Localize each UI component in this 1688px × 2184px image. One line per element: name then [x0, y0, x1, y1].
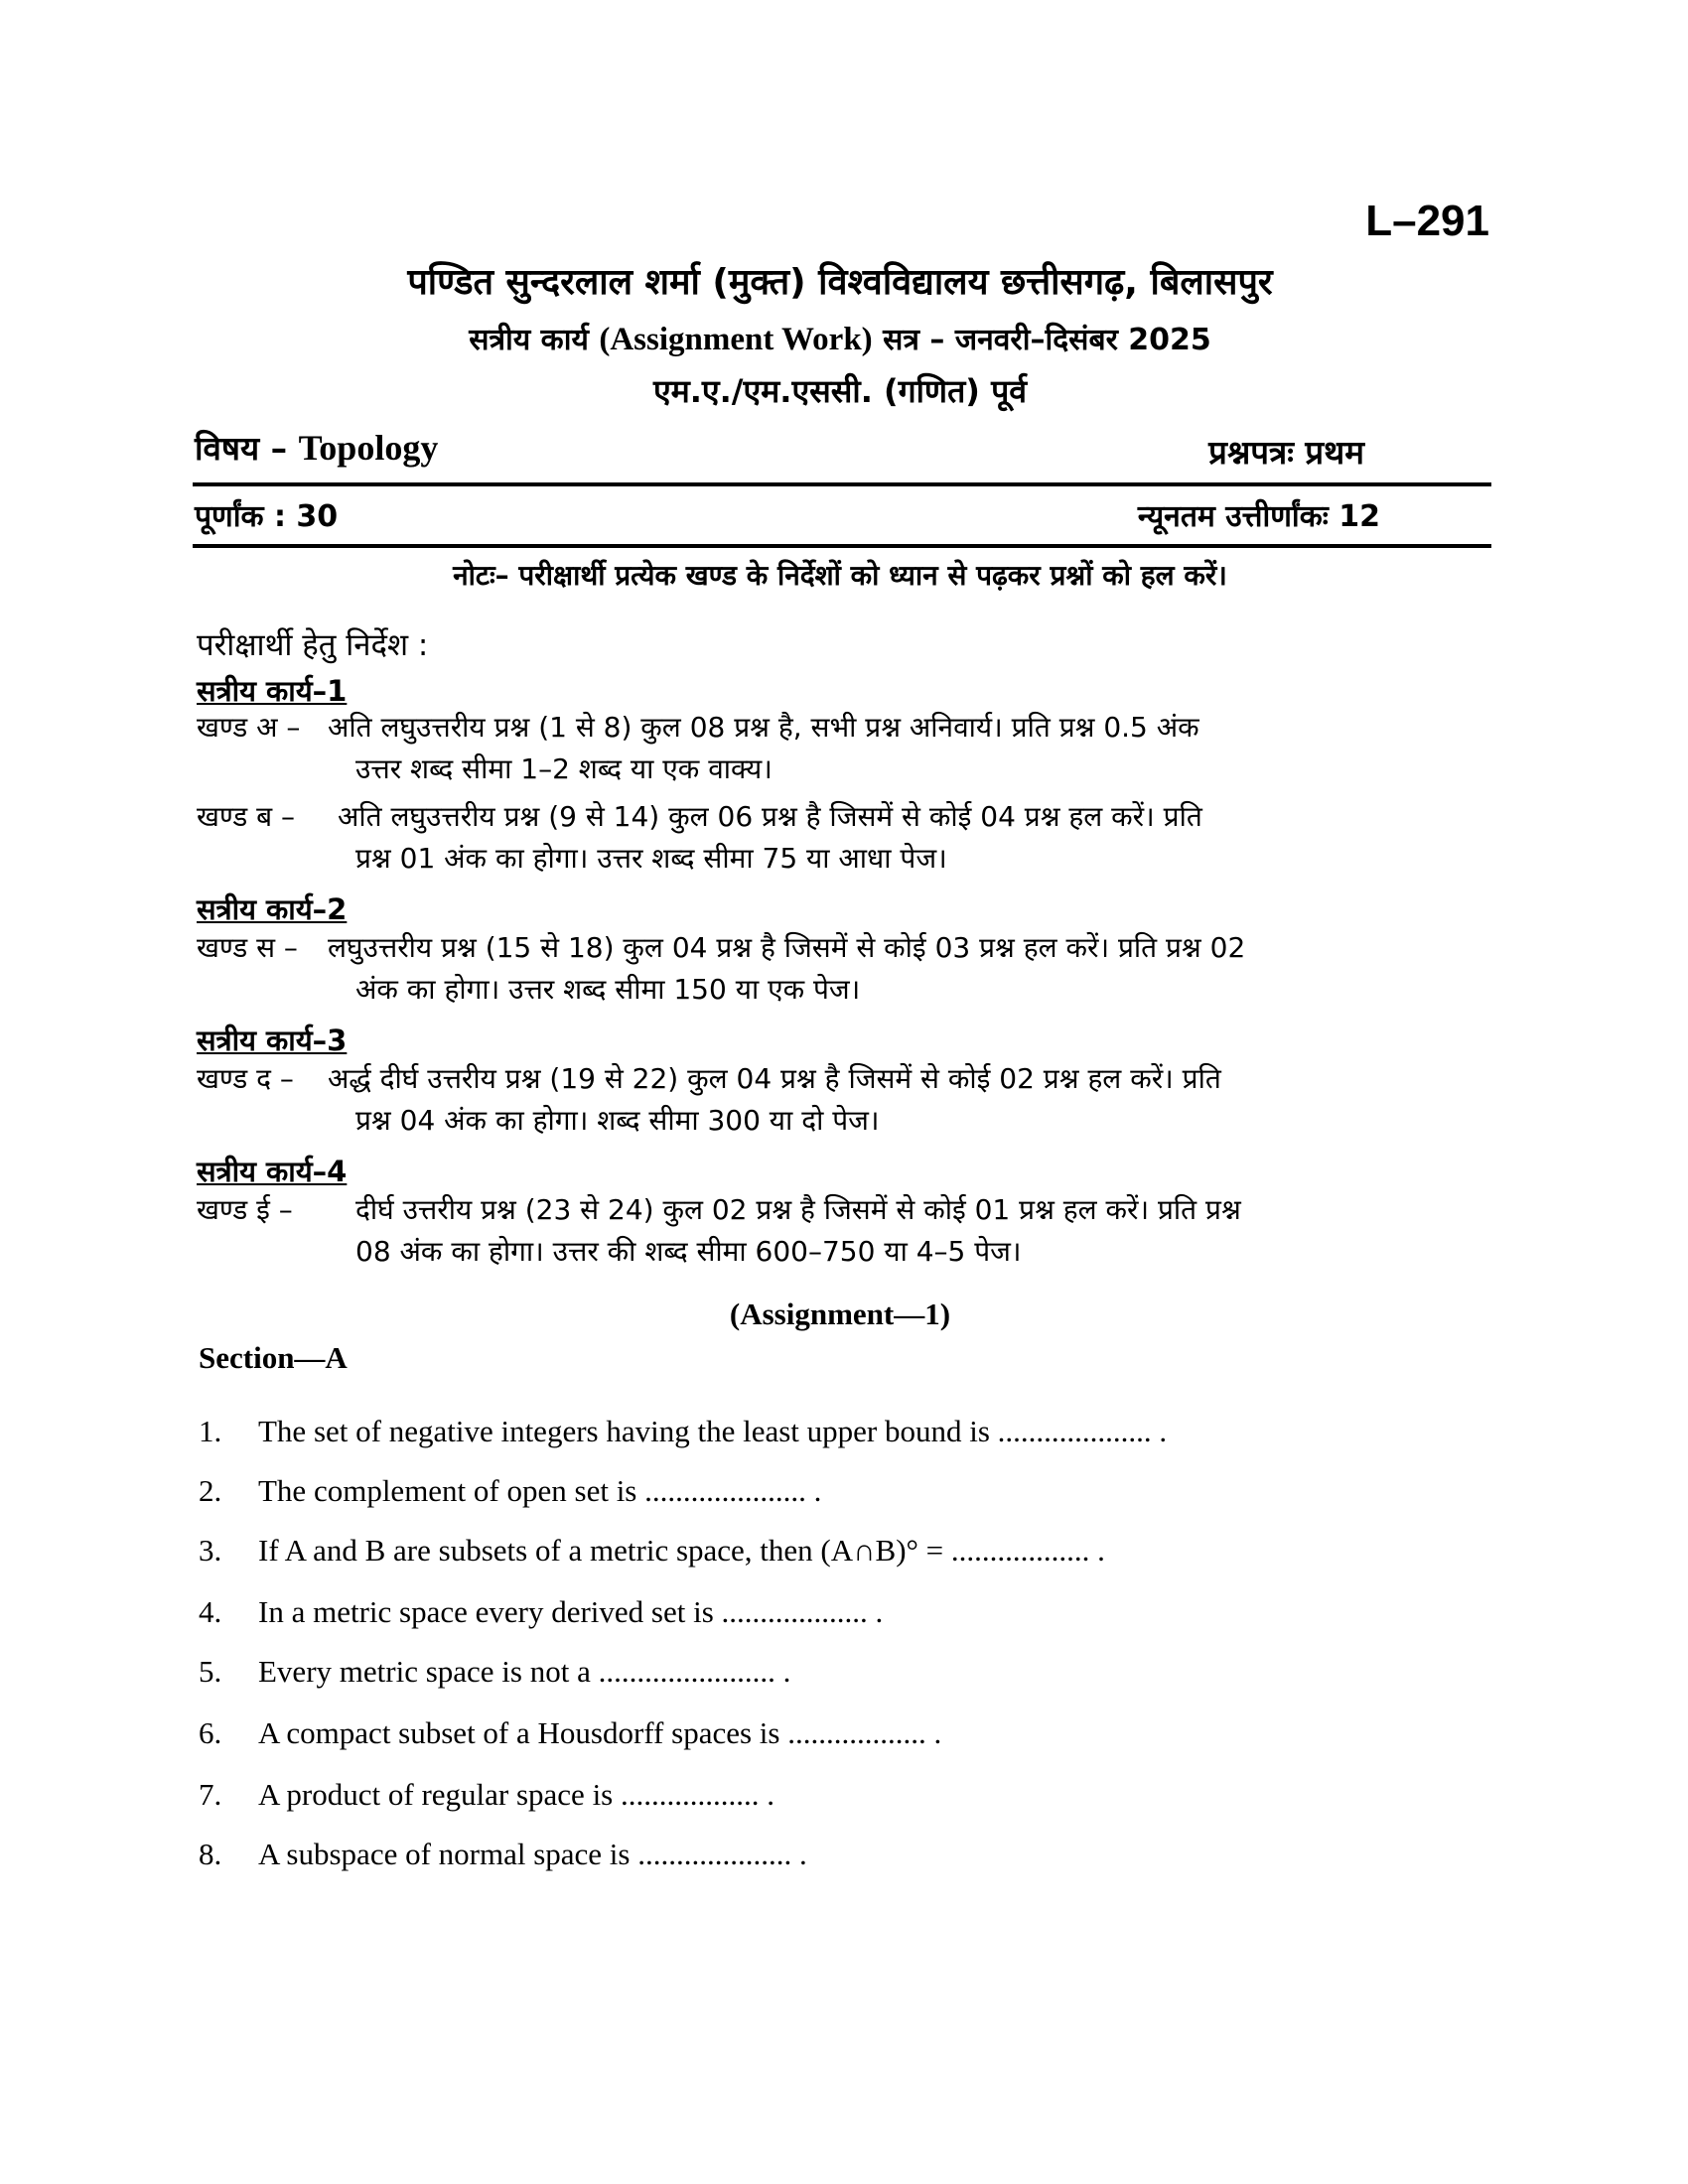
section-line2: प्रश्न 04 अंक का होगा। शब्द सीमा 300 या दो पेज।: [355, 1104, 880, 1137]
section-line2: उत्तर शब्द सीमा 1–2 शब्द या एक वाक्य।: [355, 752, 773, 785]
question-text: A product of regular space is .................. .: [258, 1777, 774, 1812]
question-text: Every metric space is not a ....................... .: [258, 1654, 791, 1689]
note: नोटः– परीक्षार्थी प्रत्येक खण्ड के निर्देशों को ध्यान से पढ़कर प्रश्नों को हल करें।: [453, 559, 1227, 592]
assignment-title: (Assignment—1): [729, 1297, 951, 1331]
section-label: खण्ड अ –: [197, 711, 301, 744]
section-label: खण्ड स –: [197, 931, 298, 964]
question-text: If A and B are subsets of a metric space, then (A∩B)° = .................. .: [258, 1533, 1105, 1568]
section-label: खण्ड ब –: [197, 800, 295, 833]
section-line2: 08 अंक का होगा। उत्तर की शब्द सीमा 600–750 या 4–5 पेज।: [355, 1235, 1022, 1268]
section-label: खण्ड ई –: [197, 1193, 293, 1226]
question-number: 4.: [199, 1594, 222, 1629]
marks-row: [195, 494, 1489, 535]
question-number: 2.: [199, 1473, 222, 1508]
question-number: 8.: [199, 1837, 222, 1871]
assignment-heading: सत्रीय कार्य–2: [197, 892, 348, 926]
section-line1: अर्द्ध दीर्घ उत्तरीय प्रश्न (19 से 22) कुल 04 प्रश्न है जिसमें से कोई 02 प्रश्न हल करें। प्रति: [328, 1062, 1221, 1095]
university-name: पण्डित सुन्दरलाल शर्मा (मुक्त) विश्वविद्यालय छत्तीसगढ़, बिलासपुर: [407, 262, 1273, 303]
question-text: A compact subset of a Housdorff spaces is .................. .: [258, 1715, 942, 1750]
session-english: (Assignment Work): [599, 322, 873, 357]
assignment-heading: सत्रीय कार्य–4: [197, 1155, 348, 1188]
question-text: A subspace of normal space is .................... .: [258, 1837, 807, 1871]
assignment-heading: सत्रीय कार्य–1: [197, 674, 348, 708]
subject-label: विषय –: [195, 429, 299, 468]
session-line: [193, 318, 1487, 358]
max-marks: पूर्णांक : 30: [195, 499, 339, 534]
subject-name: Topology: [298, 428, 439, 468]
section-line1: अति लघुउत्तरीय प्रश्न (9 से 14) कुल 06 प्रश्न है जिसमें से कोई 04 प्रश्न हल करें। प्रति: [338, 800, 1202, 833]
section-line2: प्रश्न 01 अंक का होगा। उत्तर शब्द सीमा 75 या आधा पेज।: [355, 842, 947, 875]
assignment-heading: सत्रीय कार्य–3: [197, 1024, 348, 1057]
divider-bottom: [193, 544, 1491, 548]
section-instruction: [197, 927, 1489, 1011]
divider-top: [193, 482, 1491, 486]
instructions-heading: परीक्षार्थी हेतु निर्देश :: [197, 627, 429, 663]
question-number: 7.: [199, 1777, 222, 1812]
question-text: In a metric space every derived set is ................... .: [258, 1594, 884, 1629]
session-suffix: सत्र – जनवरी–दिसंबर 2025: [872, 323, 1211, 357]
section-a-title: Section—A: [199, 1340, 348, 1375]
min-marks: न्यूनतम उत्तीर्णांकः 12: [1137, 499, 1380, 534]
question-text: The set of negative integers having the least upper bound is .................... .: [258, 1414, 1168, 1448]
section-instruction: [197, 796, 1489, 880]
paper-number: प्रश्नपत्रः प्रथम: [1208, 433, 1364, 472]
paper-code: L–291: [1365, 197, 1489, 245]
section-line2: अंक का होगा। उत्तर शब्द सीमा 150 या एक पेज।: [355, 973, 861, 1006]
section-label: खण्ड द –: [197, 1062, 294, 1095]
session-prefix: सत्रीय कार्य: [469, 323, 600, 357]
course-title: एम.ए./एम.एससी. (गणित) पूर्व: [652, 372, 1028, 410]
subject-row: [195, 425, 1489, 470]
question-text: The complement of open set is ..................... .: [258, 1473, 822, 1508]
question-number: 3.: [199, 1533, 222, 1568]
section-line1: दीर्घ उत्तरीय प्रश्न (23 से 24) कुल 02 प्रश्न है जिसमें से कोई 01 प्रश्न हल करें। प्रति प्रश्न: [355, 1193, 1241, 1226]
question-number: 5.: [199, 1654, 222, 1689]
section-line1: लघुउत्तरीय प्रश्न (15 से 18) कुल 04 प्रश्न है जिसमें से कोई 03 प्रश्न हल करें। प्रति प्रश्न 02: [328, 931, 1246, 964]
section-instruction: [197, 1189, 1489, 1273]
question-number: 1.: [199, 1414, 222, 1448]
section-instruction: [197, 707, 1489, 790]
section-instruction: [197, 1058, 1489, 1142]
question-number: 6.: [199, 1715, 222, 1750]
section-line1: अति लघुउत्तरीय प्रश्न (1 से 8) कुल 08 प्रश्न है, सभी प्रश्न अनिवार्य। प्रति प्रश्न 0.5 अंक: [328, 711, 1199, 744]
